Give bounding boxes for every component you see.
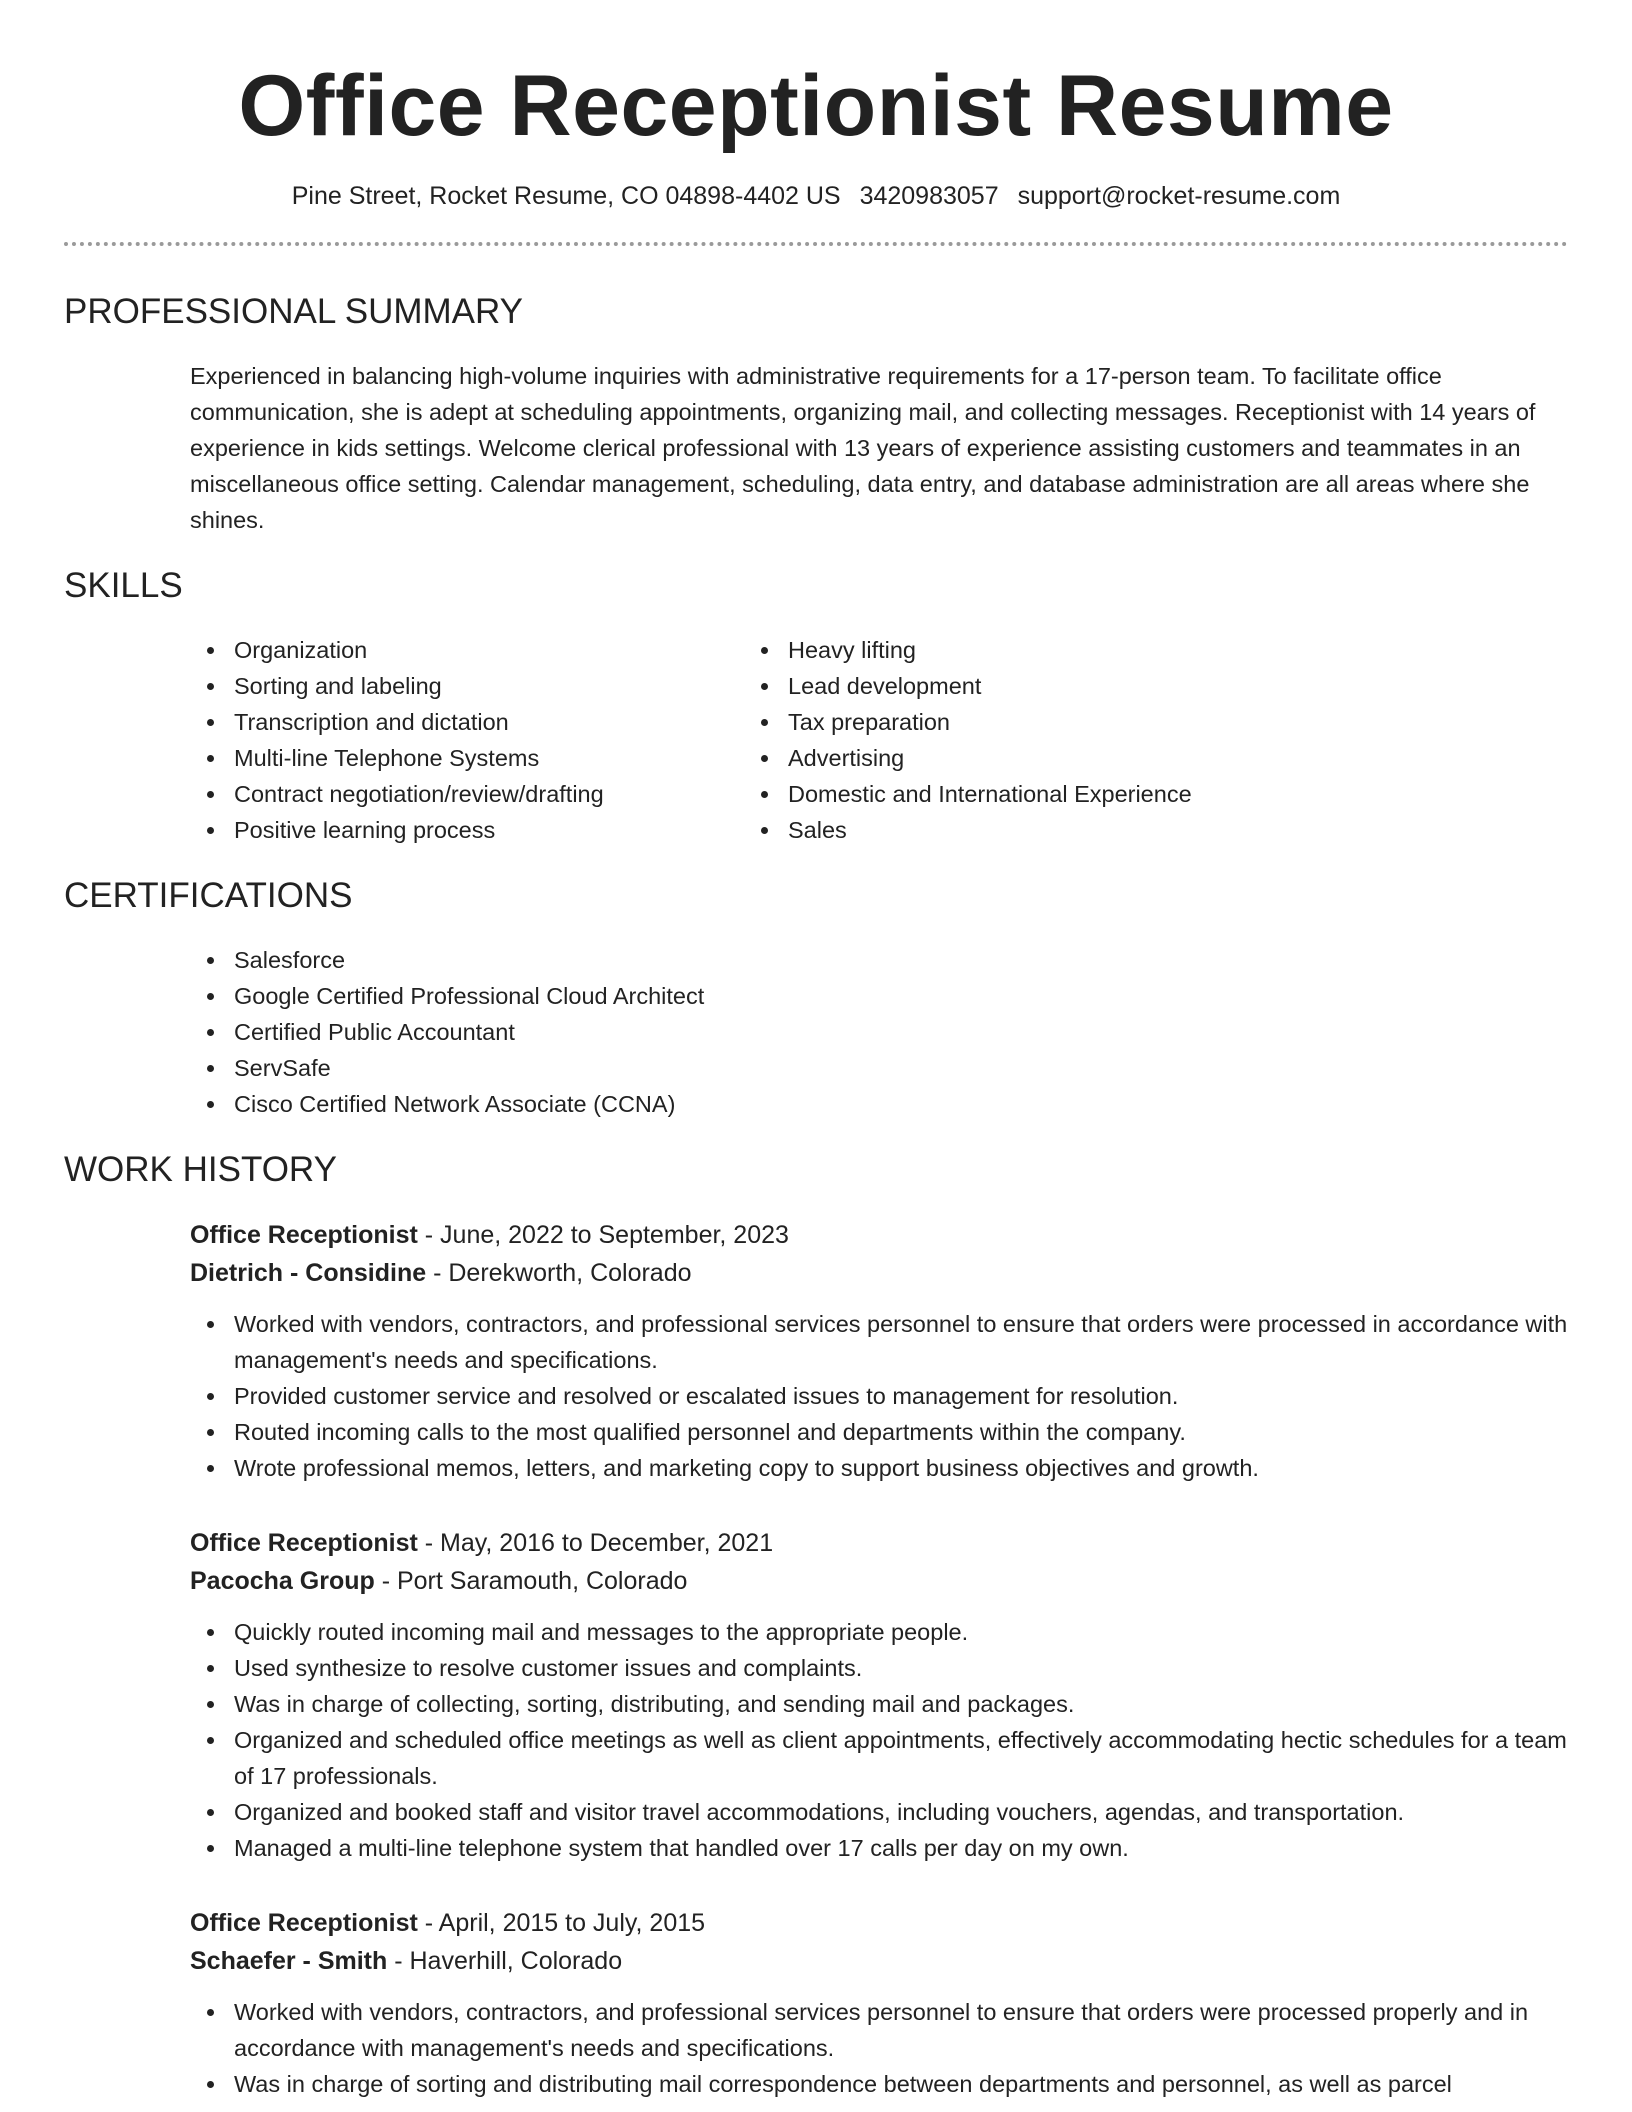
skills-list-left [190,632,744,848]
job-duty: Organized and booked staff and visitor travel accommodations, including vouchers, agendas, and transportation. [234,1794,1568,1830]
skill-item: Contract negotiation/review/drafting [234,776,744,812]
job-duty: Managed a multi-line telephone system that handled over 17 calls per day on my own. [234,1830,1568,1866]
job-duty: Worked with vendors, contractors, and professional services personnel to ensure that orders were processed in accordance with management's needs and specifications. [234,1306,1568,1378]
certification-item: Cisco Certified Network Associate (CCNA) [234,1086,1568,1122]
job-duty: Was in charge of sorting and distributing mail correspondence between departments and personnel, as well as parcel [234,2066,1568,2102]
certification-item: Certified Public Accountant [234,1014,1568,1050]
skill-item: Multi-line Telephone Systems [234,740,744,776]
job-title-line [190,1524,1568,1562]
skills-column-left [64,632,744,848]
job-dates: - April, 2015 to July, 2015 [417,1909,706,1937]
job-title: Office Receptionist [190,1529,418,1557]
skills-heading: SKILLS [64,566,183,605]
job-title: Office Receptionist [190,1221,418,1249]
job-duty: Organized and scheduled office meetings as well as client appointments, effectively accommodating hectic schedules for a team of 17 professionals. [234,1722,1568,1794]
certification-item: Salesforce [234,942,1568,978]
skill-item: Sorting and labeling [234,668,744,704]
contact-line [64,180,1568,212]
job-location: - Port Saramouth, Colorado [374,1567,688,1595]
header-divider [64,242,1568,246]
job-company-line [190,1562,1568,1600]
resume-title: Office Receptionist Resume [238,58,1394,154]
job-company: Pacocha Group [190,1567,375,1595]
skill-item: Organization [234,632,744,668]
skills-section [64,564,1568,848]
job-entry [190,1524,1568,1866]
job-title-line [190,1904,1568,1942]
contact-email: support@rocket-resume.com [1017,182,1341,210]
job-duties-list [190,1614,1568,1866]
job-entry [190,1216,1568,1486]
certification-item: Google Certified Professional Cloud Architect [234,978,1568,1014]
skill-item: Heavy lifting [788,632,1192,668]
job-duty: Quickly routed incoming mail and messages to the appropriate people. [234,1614,1568,1650]
skill-item: Tax preparation [788,704,1192,740]
certifications-list [190,942,1568,1122]
job-duties-list [190,1306,1568,1486]
job-duty: Routed incoming calls to the most qualified personnel and departments within the company. [234,1414,1568,1450]
job-title-line [190,1216,1568,1254]
job-location: - Derekworth, Colorado [426,1259,692,1287]
job-duties-list [190,1994,1568,2102]
job-entry [190,1904,1568,2102]
summary-heading: PROFESSIONAL SUMMARY [64,292,523,331]
job-dates: - May, 2016 to December, 2021 [417,1529,774,1557]
summary-section [64,290,1568,538]
skills-grid [64,632,1568,848]
work-history-heading: WORK HISTORY [64,1150,337,1189]
contact-address: Pine Street, Rocket Resume, CO 04898-4402 US [291,182,841,210]
job-company-line [190,1942,1568,1980]
job-duty: Worked with vendors, contractors, and professional services personnel to ensure that orders were processed properly and in accordance with management's needs and specifications. [234,1994,1568,2066]
job-duty: Provided customer service and resolved or escalated issues to management for resolution. [234,1378,1568,1414]
job-duty: Wrote professional memos, letters, and marketing copy to support business objectives and growth. [234,1450,1568,1486]
resume-page [64,0,1568,2102]
job-duty: Used synthesize to resolve customer issues and complaints. [234,1650,1568,1686]
skill-item: Lead development [788,668,1192,704]
skill-item: Sales [788,812,1192,848]
skill-item: Transcription and dictation [234,704,744,740]
skills-list-right [744,632,1192,848]
certifications-section [64,874,1568,1122]
job-company: Dietrich - Considine [190,1259,427,1287]
skill-item: Advertising [788,740,1192,776]
work-history-section [64,1148,1568,2102]
skills-column-right [744,632,1192,848]
job-location: - Haverhill, Colorado [387,1947,623,1975]
job-company-line [190,1254,1568,1292]
contact-phone: 3420983057 [859,182,999,210]
summary-text: Experienced in balancing high-volume inquiries with administrative requirements for a 17-person team. To facilitate office communication, she is adept at scheduling appointments, organizing mail, and collecting messages. Receptionist with 14 years of experience in kids settings. Welcome clerical professional with 13 years of experience assisting customers and teammates in an miscellaneous office setting. Calendar management, scheduling, data entry, and database administration are all areas where she shines. [190,363,1536,533]
job-company: Schaefer - Smith [190,1947,388,1975]
job-dates: - June, 2022 to September, 2023 [417,1221,789,1249]
job-duty: Was in charge of collecting, sorting, distributing, and sending mail and packages. [234,1686,1568,1722]
job-title: Office Receptionist [190,1909,418,1937]
certifications-heading: CERTIFICATIONS [64,876,353,915]
skill-item: Positive learning process [234,812,744,848]
skill-item: Domestic and International Experience [788,776,1192,812]
certification-item: ServSafe [234,1050,1568,1086]
